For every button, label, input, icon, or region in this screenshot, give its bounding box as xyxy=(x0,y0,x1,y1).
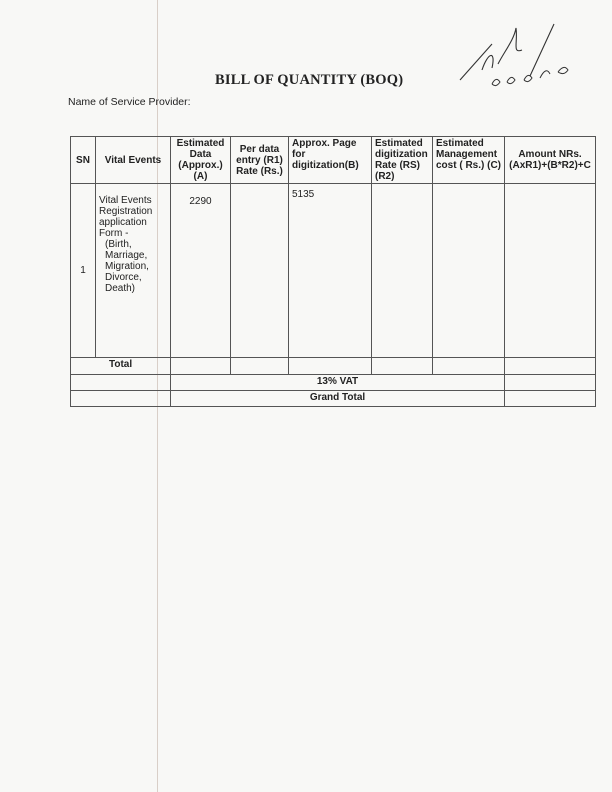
vat-amount-cell xyxy=(505,375,596,391)
total-cell xyxy=(171,358,231,375)
header-estimated-data: Estimated Data (Approx.) (A) xyxy=(171,137,231,184)
page-title: BILL OF QUANTITY (BOQ) xyxy=(215,72,404,88)
vat-blank-cell xyxy=(71,375,171,391)
row-sn: 1 xyxy=(71,184,96,358)
handwritten-signature xyxy=(452,22,582,92)
header-estimated-management: Estimated Management cost ( Rs.) (C) xyxy=(433,137,505,184)
vat-label: 13% VAT xyxy=(171,375,505,391)
row-estimated-digitization xyxy=(372,184,433,358)
service-provider-label: Name of Service Provider: xyxy=(68,96,191,108)
row-estimated-management xyxy=(433,184,505,358)
total-cell xyxy=(372,358,433,375)
row-approx-page: 5135 xyxy=(289,184,372,358)
total-cell xyxy=(433,358,505,375)
header-sn: SN xyxy=(71,137,96,184)
total-cell xyxy=(505,358,596,375)
grand-total-amount-cell xyxy=(505,391,596,407)
grand-total-blank-cell xyxy=(71,391,171,407)
header-row xyxy=(71,137,596,184)
grand-total-label: Grand Total xyxy=(171,391,505,407)
row-per-data-entry xyxy=(231,184,289,358)
total-cell xyxy=(289,358,372,375)
header-vital-events: Vital Events xyxy=(96,137,171,184)
total-row xyxy=(71,358,596,375)
header-amount: Amount NRs. (AxR1)+(B*R2)+C xyxy=(505,137,596,184)
boq-table xyxy=(70,136,596,407)
row-estimated-data: 2290 xyxy=(171,184,231,358)
header-approx-page: Approx. Page for digitization(B) xyxy=(289,137,372,184)
vat-row xyxy=(71,375,596,391)
grand-total-row xyxy=(71,391,596,407)
row-description xyxy=(96,184,171,358)
header-estimated-digitization: Estimated digitization Rate (RS) (R2) xyxy=(372,137,433,184)
total-cell xyxy=(231,358,289,375)
table-row xyxy=(71,184,596,358)
row-amount xyxy=(505,184,596,358)
row-description-sub: (Birth, Marriage, Migration, Divorce, Death) xyxy=(105,239,149,294)
header-per-data-entry: Per data entry (R1) Rate (Rs.) xyxy=(231,137,289,184)
row-description-main: Vital Events Registration application Form - xyxy=(99,195,153,239)
total-label: Total xyxy=(71,358,171,375)
